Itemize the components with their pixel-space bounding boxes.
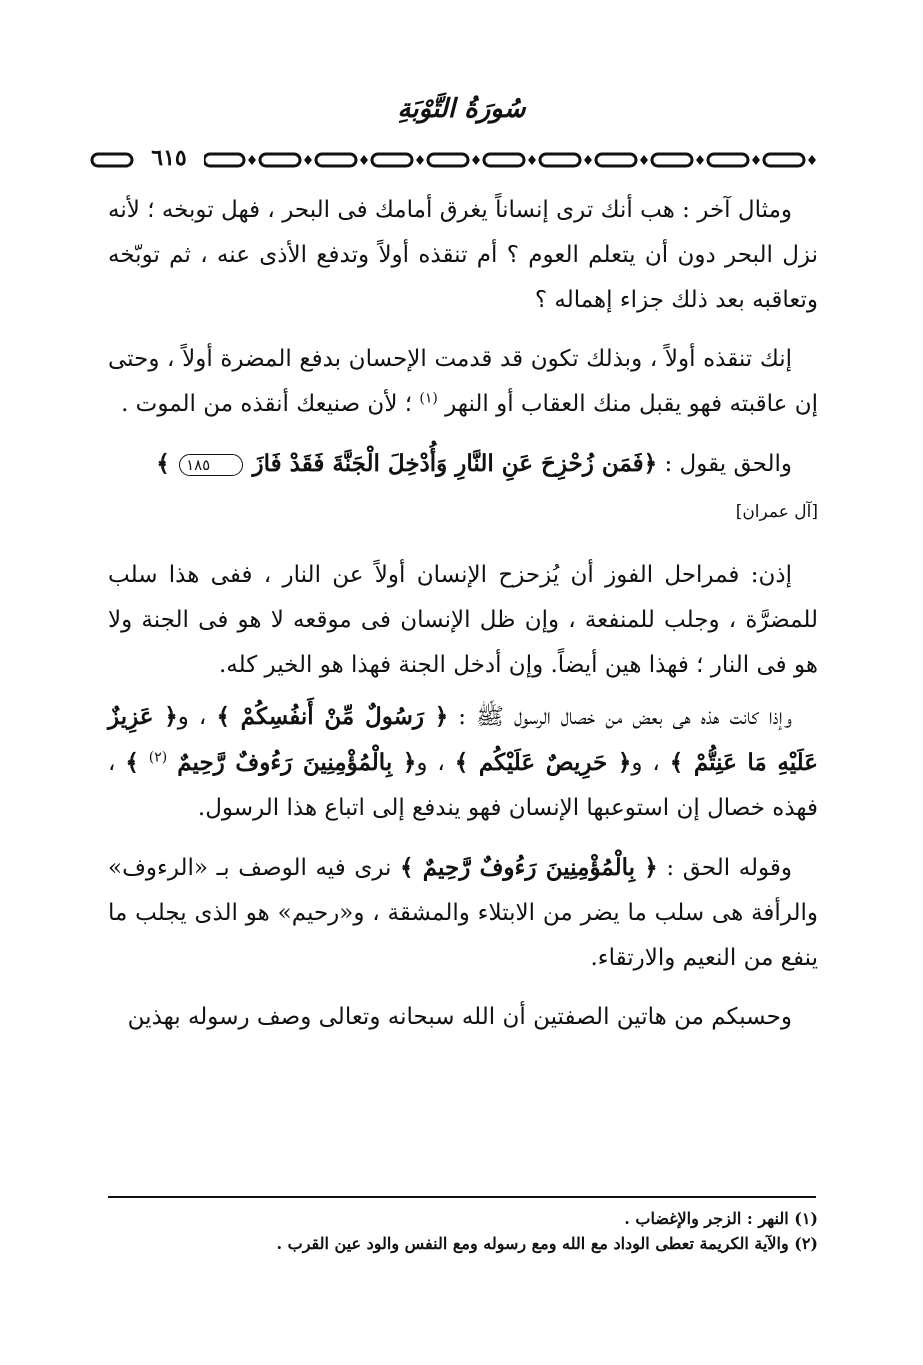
paragraph-compassion-explanation — [108, 845, 818, 981]
separator: ، و — [631, 750, 660, 776]
chain-diamond-icon — [584, 155, 592, 165]
chain-link-icon — [204, 154, 244, 166]
quran-quote: ﴿ رَسُولٌ مِّنْ أَنفُسِكُمْ ﴾ — [216, 703, 449, 730]
page-number: ٦١٥ — [134, 142, 204, 174]
chain-diamond-icon — [472, 155, 480, 165]
main-text — [108, 188, 818, 1054]
paragraph-text: إنك تنقذه أولاً ، وبذلك تكون قد قدمت الإحسان بدفع المضرة أولاً ، وحتى إن عاقبته فهو يقبل منك العقاب أو النهر — [108, 346, 818, 417]
paragraph-rescue-first — [108, 337, 818, 427]
quran-quote: ﴿ بِالْمُؤْمِنِينَ رَءُوفٌ رَّحِيمٌ — [177, 749, 417, 776]
footnotes — [108, 1206, 818, 1256]
chain-link-icon — [428, 154, 468, 166]
verse-close-bracket: ﴾ — [156, 450, 170, 477]
traits-rest: ، فهذه خصال إن استوعبها الإنسان فهو يندفع إلى اتباع هذا الرسول. — [108, 750, 818, 821]
explanation-rest: نرى فيه الوصف بـ «الرءوف» والرأفة هى سلب ما يضر من الابتلاء والمشقة ، و«رحيم» هو الذى يجلب ما ينفع من النعيم والارتقاء. — [108, 855, 818, 971]
chain-diamond-icon — [696, 155, 704, 165]
footnote-divider — [108, 1196, 816, 1198]
footnote-1: (١) النهر : الزجر والإغضاب . — [624, 1209, 818, 1228]
chain-link-icon — [708, 154, 748, 166]
paragraph-prophet-traits — [108, 694, 818, 831]
paragraph-continuation: وحسبكم من هاتين الصفتين أن الله سبحانه وتعالى وصف رسوله بهذين — [127, 1004, 792, 1030]
chain-diamond-icon — [528, 155, 536, 165]
chain-link-icon — [484, 154, 524, 166]
chain-diamond-icon — [752, 155, 760, 165]
chain-diamond-icon — [808, 155, 816, 165]
verse-text: فَمَن زُحْزِحَ عَنِ النَّارِ وَأُدْخِلَ الْجَنَّةَ فَقَدْ فَازَ — [252, 450, 644, 477]
quran-quote: ﴿ عَزِيزٌ عَلَيْهِ مَا عَنِتُّمْ ﴾ — [108, 703, 818, 776]
footnote-mark-1[interactable]: (١) — [419, 390, 438, 407]
quran-quote: ﴿ بِالْمُؤْمِنِينَ رَءُوفٌ رَّحِيمٌ ﴾ — [400, 854, 658, 881]
chain-link-icon — [596, 154, 636, 166]
footnote-mark-2[interactable]: (٢) — [148, 749, 168, 766]
chain-diamond-icon — [416, 155, 424, 165]
chain-diamond-icon — [360, 155, 368, 165]
paragraph-text: ؛ لأن صنيعك أنقذه من الموت . — [121, 391, 413, 417]
quran-close-bracket: ﴾ — [125, 749, 139, 776]
footnote-2: (٢) والآية الكريمة تعطى الوداد مع الله ومع رسوله ومع النفس والود عين القرب . — [276, 1234, 818, 1253]
explanation-intro: وقوله الحق : — [666, 855, 793, 881]
chain-diamond-icon — [640, 155, 648, 165]
chain-link-icon — [92, 154, 132, 166]
chain-link-icon — [260, 154, 300, 166]
chain-diamond-icon — [248, 155, 256, 165]
quran-quote: ﴿ حَرِيصٌ عَلَيْكُم ﴾ — [454, 749, 632, 776]
chain-link-icon — [372, 154, 412, 166]
surah-title: سُورَةُ التَّوْبَةِ — [397, 94, 526, 124]
verse-open-bracket: ﴿ — [643, 450, 658, 477]
paragraph-drowning-example: ومثال آخر : هب أنك ترى إنساناً يغرق أمامك فى البحر ، فهل توبخه ؛ لأنه نزل البحر دون أن يتعلم العوم ؟ أم تنقذه أولاً وتدفع الأذى عنه ، ثم توبّخه وتعاقبه بعد ذلك جزاء إهماله ؟ — [108, 197, 818, 313]
traits-intro: وإذا كانت هذه هى بعض من خصال الرسول ﷺ : — [458, 704, 792, 730]
separator: ، و — [416, 750, 445, 776]
chain-link-icon — [316, 154, 356, 166]
paragraph-stages-of-success: إذن: فمراحل الفوز أن يُزحزح الإنسان أولاً عن النار ، ففى هذا سلب للمضرَّة ، وجلب للمنفعة ، وإن ظل الإنسان فى موقعه لا هو فى الجنة ولا هو فى النار ؛ فهذا هين أيضاً. وإن أدخل الجنة فهذا هو الخير كله. — [108, 562, 818, 678]
chain-link-icon — [764, 154, 804, 166]
verse-source: [آل عمران] — [735, 502, 818, 522]
chain-diamond-icon — [304, 155, 312, 165]
verse-quote-line — [108, 441, 818, 487]
verse-intro: والحق يقول : — [664, 451, 792, 477]
chain-link-icon — [652, 154, 692, 166]
separator: ، و — [177, 704, 207, 730]
verse-number-badge: ١٨٥ — [179, 454, 243, 476]
chain-link-icon — [540, 154, 580, 166]
